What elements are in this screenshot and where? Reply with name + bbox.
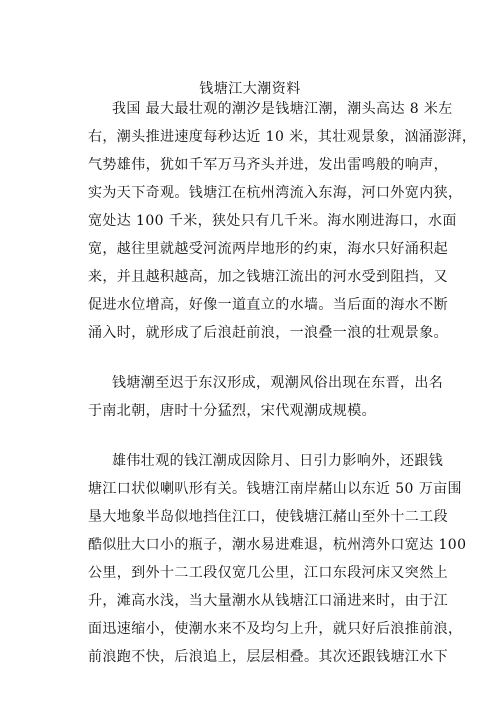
- paragraph-2-line-1: 钱塘潮至迟于东汉形成，观潮风俗出现在东晋，出名: [112, 375, 444, 391]
- paragraph-3-line-1: 雄伟壮观的钱江潮成因除月、日引力影响外，还跟钱: [112, 453, 444, 469]
- paragraph-3-line-5: 公里，到外十二工段仅宽几公里，江口东段河床又突然上: [88, 565, 448, 581]
- paragraph-1-line-7: 来，并且越积越高，加之钱塘江流出的河水受到阻挡，又: [88, 269, 448, 285]
- paragraph-1-line-4: 实为天下奇观。钱塘江在杭州湾流入东海，河口外宽内狭，: [88, 185, 463, 201]
- paragraph-1-line-5: 宽处达 100 千米，狭处只有几千米。海水刚进海口，水面: [88, 213, 457, 229]
- paragraph-2-line-2: 于南北朝，唐时十分猛烈，宋代观潮成规模。: [88, 403, 376, 419]
- paragraph-1-line-2: 右，潮头推进速度每秒达近 10 米，其壮观景象，汹涌澎湃，: [88, 129, 477, 145]
- paragraph-3-line-6: 升，滩高水浅，当大量潮水从钱塘江口涌进来时，由于江: [88, 593, 448, 609]
- paragraph-3-line-3: 垦大地象半岛似地挡住江口，使钱塘江赭山至外十二工段: [88, 509, 448, 525]
- paragraph-3-line-8: 前浪跑不快，后浪追上，层层相叠。其次还跟钱塘江水下: [88, 649, 448, 665]
- paragraph-1-line-8: 促进水位增高，好像一道直立的水墙。当后面的海水不断: [88, 297, 448, 313]
- paragraph-1-line-3: 气势雄伟，犹如千军万马齐头并进，发出雷鸣般的响声，: [88, 157, 448, 173]
- paragraph-3-line-7: 面迅速缩小，使潮水来不及均匀上升，就只好后浪推前浪，: [88, 621, 463, 637]
- paragraph-1-line-1: 我国 最大最壮观的潮汐是钱塘江潮，潮头高达 8 米左: [112, 101, 453, 117]
- paragraph-1-line-6: 宽，越往里就越受河流两岸地形的约束，海水只好涌积起: [88, 241, 448, 257]
- paragraph-1-line-9: 涌入时，就形成了后浪赶前浪，一浪叠一浪的壮观景象。: [88, 325, 448, 341]
- paragraph-3-line-2: 塘江口状似喇叭形有关。钱塘江南岸赭山以东近 50 万亩围: [88, 481, 462, 497]
- paragraph-3-line-4: 酷似肚大口小的瓶子，潮水易进难退，杭州湾外口宽达 100: [88, 537, 467, 553]
- page-title: 钱塘江大潮资料: [199, 81, 301, 97]
